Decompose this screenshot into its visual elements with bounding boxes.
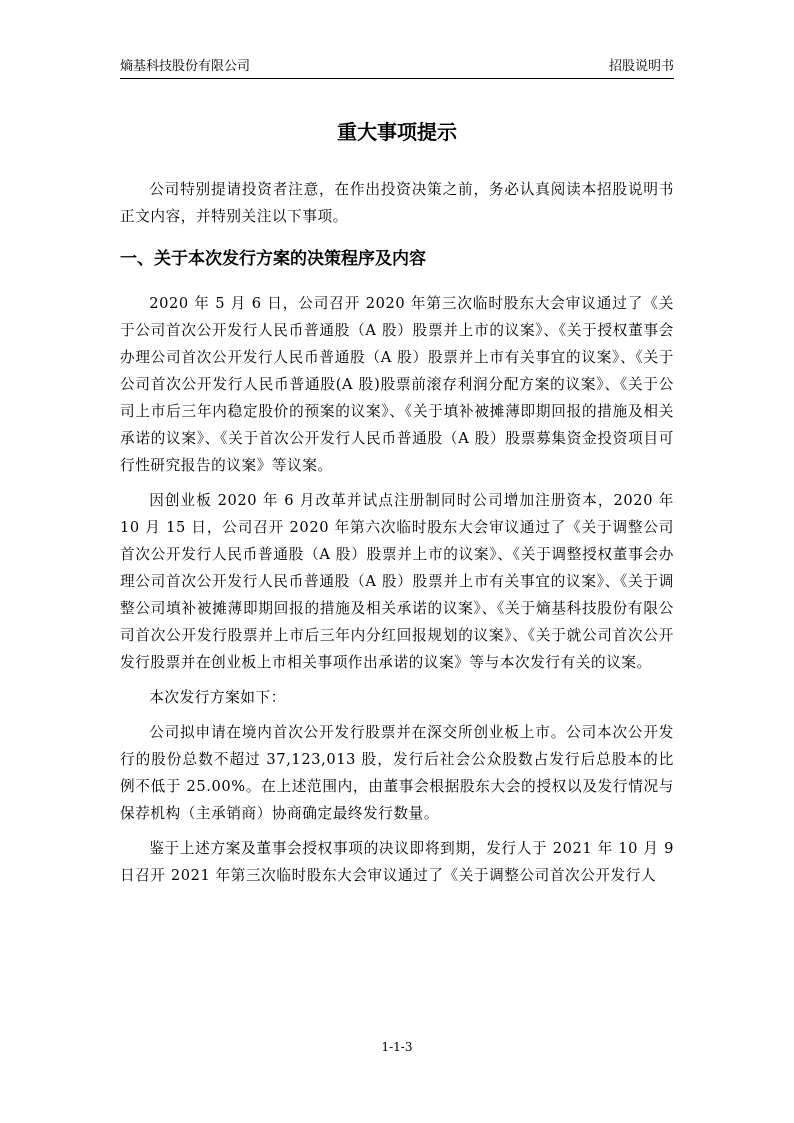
body-paragraph: 本次发行方案如下： [149,689,286,706]
body-paragraph: 因创业板 2020 年 6 月改革并试点注册制同时公司增加注册资本，2020 年 10 月 15 日，公司召开 2020 年第六次临时股东大会审议通过了《关于调整公司首次公开发行人民币普通股（A 股）股票并上市的议案》、《关于调整授权董事会办理公司首次公开发行人民币普通股（A 股）股票并上市有关事宜的议案》、《关于调整公司填补被摊薄即期回报的措施及相关承诺的议案》、《关于熵基科技股份有限公司首次公开发行股票并上市后三年内分红回报规划的议案》、《关于就公司首次公开发行股票并在创业板上市相关事项作出承诺的议案》等与本次发行有关的议案。 [120,492,674,671]
body-paragraph: 公司拟申请在境内首次公开发行股票并在深交所创业板上市。公司本次公开发行的股份总数不超过 37,123,013 股，发行后社会公众股数占发行后总股本的比例不低于 25.00%。在上述范围内，由董事会根据股东大会的授权以及发行情况与保荐机构（主承销商）协商确定最终发行数量。 [120,724,674,822]
header-company-name: 熵基科技股份有限公司 [120,59,251,74]
intro-paragraph: 公司特别提请投资者注意，在作出投资决策之前，务必认真阅读本招股说明书正文内容，并特别关注以下事项。 [120,181,674,225]
page-title: 重大事项提示 [337,120,457,144]
body-paragraph: 2020 年 5 月 6 日，公司召开 2020 年第三次临时股东大会审议通过了《关于公司首次公开发行人民币普通股（A 股）股票并上市的议案》、《关于授权董事会办理公司首次公开发行人民币普通股（A 股）股票并上市有关事宜的议案》、《关于公司首次公开发行人民币普通股(A 股)股票前滚存利润分配方案的议案》、《关于公司上市后三年内稳定股价的预案的议案》、《关于填补被摊薄即期回报的措施及相关承诺的议案》、《关于首次公开发行人民币普通股（A 股）股票募集资金投资项目可行性研究报告的议案》等议案。 [120,295,674,474]
header-document-type: 招股说明书 [608,59,674,74]
page-number: 1-1-3 [381,1040,413,1054]
page-content [120,112,674,897]
page-header [120,56,674,79]
body-paragraph: 鉴于上述方案及董事会授权事项的决议即将到期，发行人于 2021 年 10 月 9 日召开 2021 年第三次临时股东大会审议通过了《关于调整公司首次公开发行人 [120,840,674,884]
section-heading: 一、关于本次发行方案的决策程序及内容 [120,249,426,269]
